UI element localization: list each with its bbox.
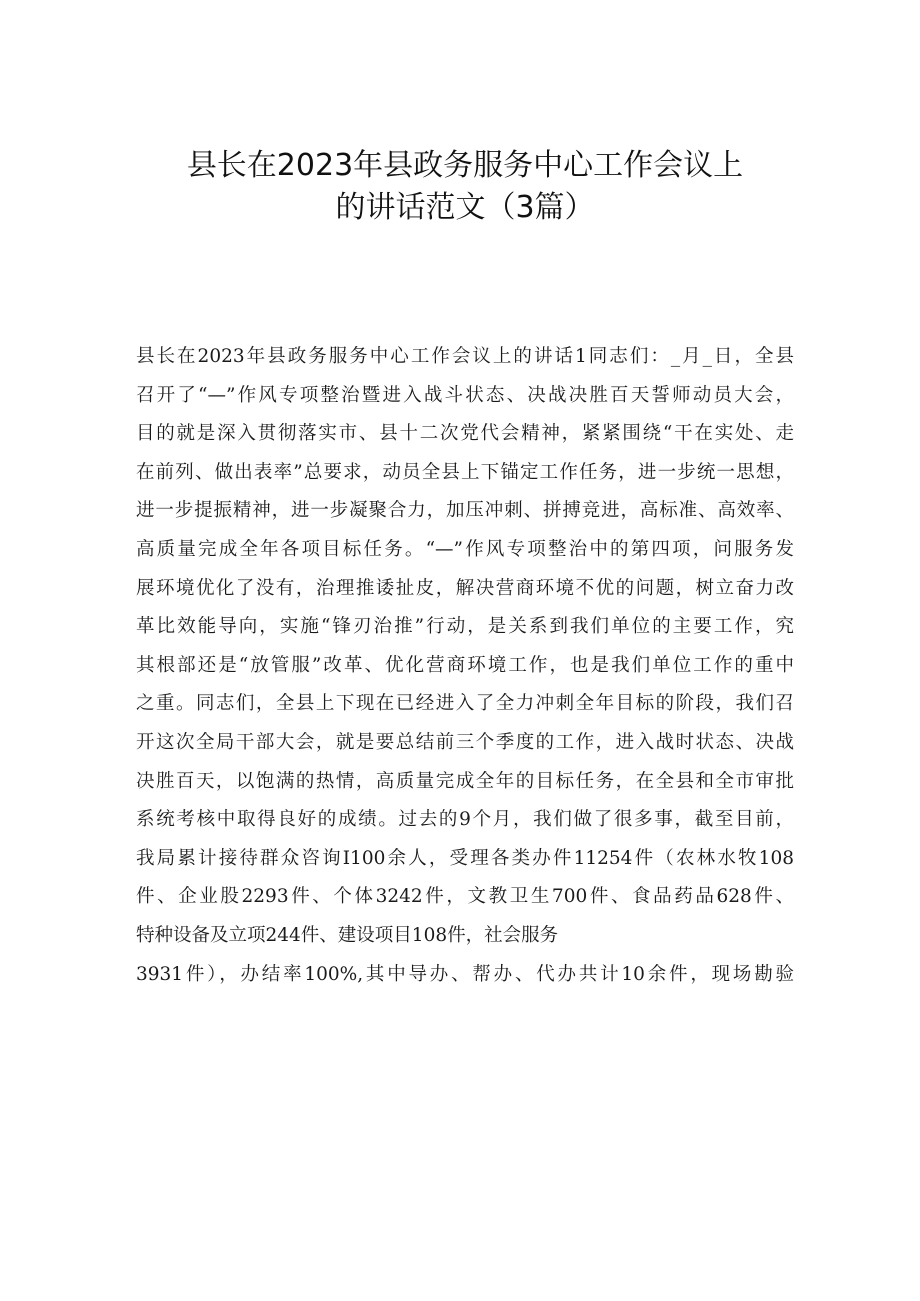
document-title [120, 145, 810, 229]
body-line: 件、企业股2293件、个体3242件，文教卫生700件、食品药品628件、 [136, 886, 794, 908]
body-line: 开这次全局干部大会，就是要总结前三个季度的工作，进入战时状态、决战 [136, 731, 794, 753]
title-line-1: 县长在2023年县政务服务中心工作会议上 [186, 148, 744, 183]
body-line: 进一步提振精神，进一步凝聚合力，加压冲刺、拼搏竞进，高标准、高效率、 [136, 500, 794, 522]
body-line: 3931件），办结率100%,其中导办、帮办、代办共计10余件，现场勘验 [136, 963, 794, 985]
document-body [136, 338, 816, 994]
title-line-2: 的讲话范文（3篇） [335, 190, 595, 225]
body-line: 革比效能导向，实施“锋刃治推”行动，是关系到我们单位的主要工作，究 [136, 616, 794, 638]
body-line: 决胜百天，以饱满的热情，高质量完成全年的目标任务，在全县和全市审批 [136, 770, 794, 792]
body-line: 系统考核中取得良好的成绩。过去的9个月，我们做了很多事，截至目前， [136, 809, 794, 831]
body-line: 县长在2023年县政务服务中心工作会议上的讲话1同志们：_月_日，全县 [136, 346, 794, 367]
body-line: 其根部还是“放管服”改革、优化营商环境工作，也是我们单位工作的重中 [136, 654, 794, 676]
body-line: 展环境优化了没有，治理推诿扯皮，解决营商环境不优的问题，树立奋力改 [136, 577, 794, 599]
body-line: 我局累计接待群众咨询I100余人，受理各类办件11254件（农林水牧108 [136, 847, 794, 869]
body-line: 之重。同志们，全县上下现在已经进入了全力冲刺全年目标的阶段，我们召 [136, 693, 794, 715]
body-line: 召开了“—”作风专项整治暨进入战斗状态、决战决胜百天誓师动员大会， [136, 384, 794, 406]
body-line: 特种设备及立项244件、建设项目108件，社会服务 [136, 924, 559, 946]
body-line: 高质量完成全年各项目标任务。“—”作风专项整治中的第四项，问服务发 [136, 538, 794, 560]
body-line: 在前列、做出表率”总要求，动员全县上下锚定工作任务，进一步统一思想， [136, 461, 794, 483]
body-line: 目的就是深入贯彻落实市、县十二次党代会精神，紧紧围绕“干在实处、走 [136, 423, 794, 445]
